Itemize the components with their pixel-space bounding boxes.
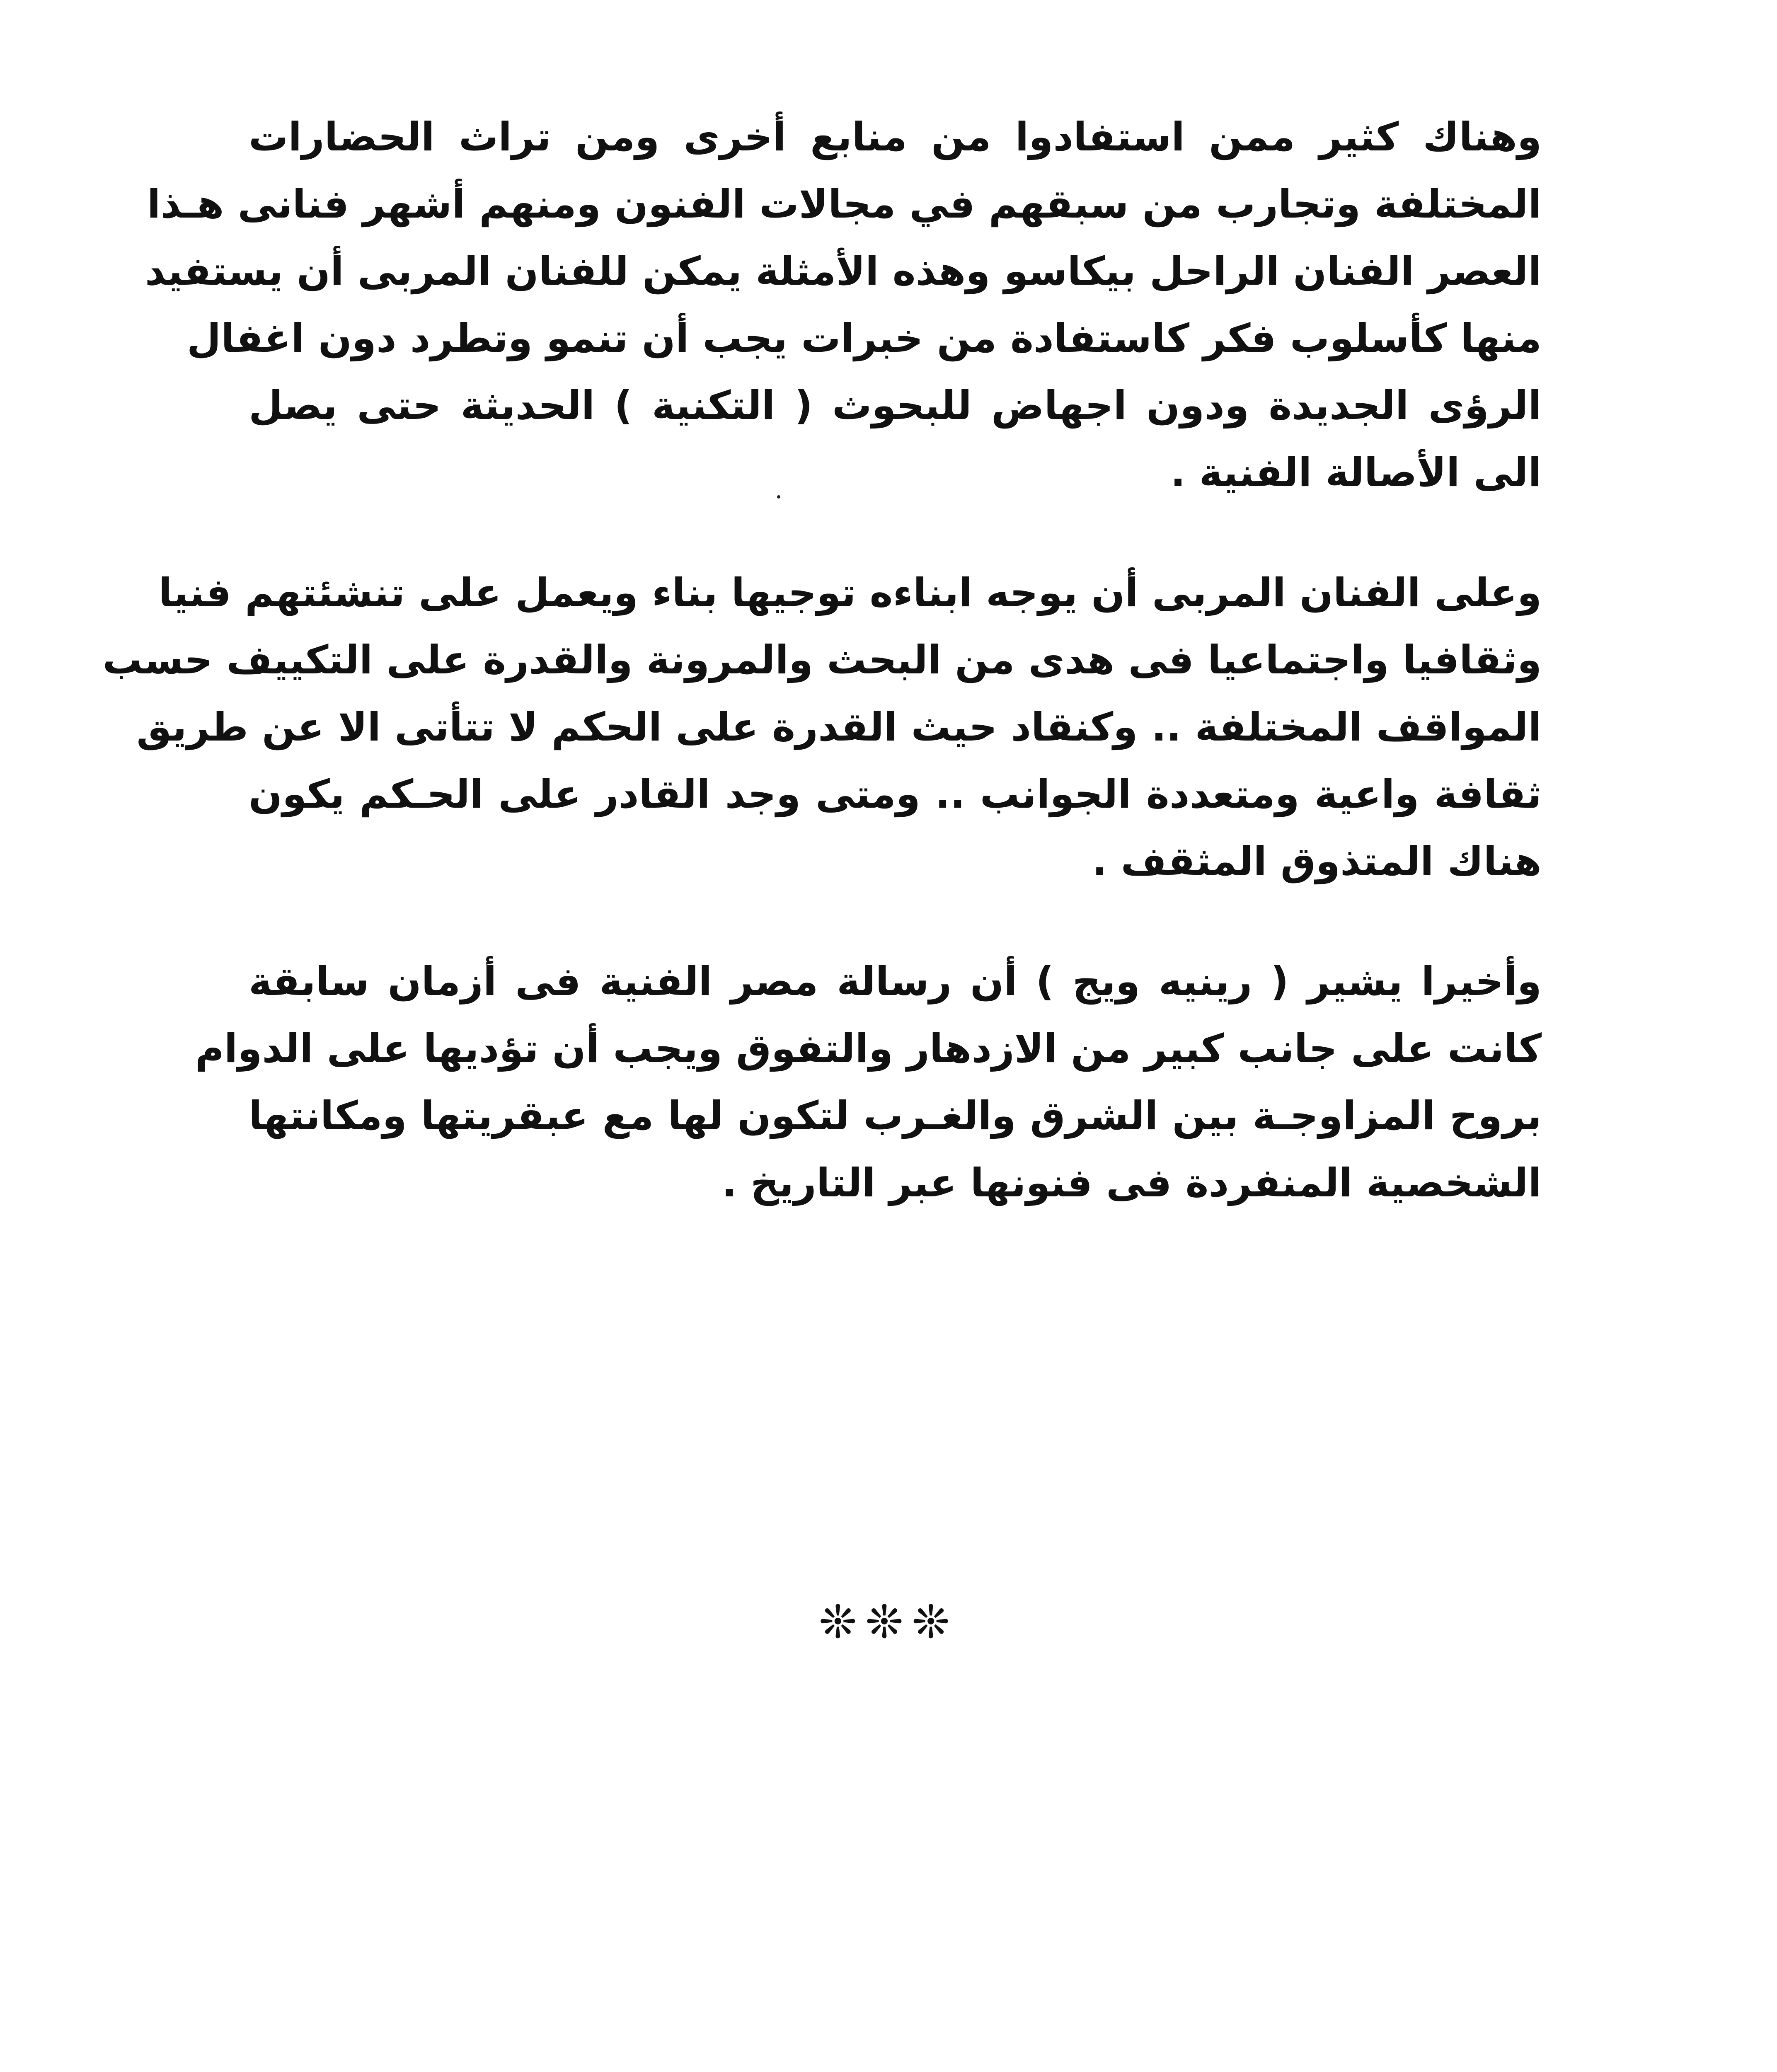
text-line: الى الأصالة الفنية . [1170,450,1542,496]
paragraph-2 [102,559,1542,895]
text-line: هناك المتذوق المثقف . [1092,839,1542,884]
text-line: المختلفة وتجارب من سبقهم في مجالات الفنون ومنهم أشهر فنانى هـذا [147,182,1542,227]
text-line: المواقف المختلفة .. وكنقاد حيث القدرة على الحكم لا تتأتى الا عن طريق [136,704,1542,750]
text-line: وثقافيا واجتماعيا فى هدى من البحث والمرونة والقدرة على التكييف حسب [102,637,1542,683]
paragraph-3 [195,948,1542,1217]
scan-speck [777,495,780,499]
text-line: العصر الفنان الراحل بيكاسو وهذه الأمثلة يمكن للفنان المربى أن يستفيد [145,249,1542,294]
text-line: وهناك كثير ممن استفادوا من منابع أخرى ومن تراث الحضارات [249,114,1542,160]
text-line: الشخصية المنفردة فى فنونها عبر التاريخ . [721,1160,1542,1206]
text-line: منها كأسلوب فكر كاستفادة من خبرات يجب أن تنمو وتطرد دون اغفال [186,316,1542,361]
body-text [102,104,1542,1270]
text-line: كانت على جانب كبير من الازدهار والتفوق ويجب أن تؤديها على الدوام [195,1026,1542,1072]
text-line: وأخيرا يشير ( رينيه ويج ) أن رسالة مصر الفنية فى أزمان سابقة [249,959,1542,1005]
paragraph-1 [145,104,1542,506]
text-line: وعلى الفنان المربى أن يوجه ابناءه توجيها بناء ويعمل على تنشئتهم فنيا [158,570,1542,616]
text-line: الرؤى الجديدة ودون اجهاض للبحوث ( التكنية ) الحديثة حتى يصل [249,383,1542,428]
section-separator: ❊❊❊ [818,1595,959,1648]
text-line: ثقافة واعية ومتعددة الجوانب .. ومتى وجد القادر على الحـكم يكون [249,772,1542,817]
text-line: بروح المزاوجـة بين الشرق والغـرب لتكون لها مع عبقريتها ومكانتها [249,1093,1542,1139]
